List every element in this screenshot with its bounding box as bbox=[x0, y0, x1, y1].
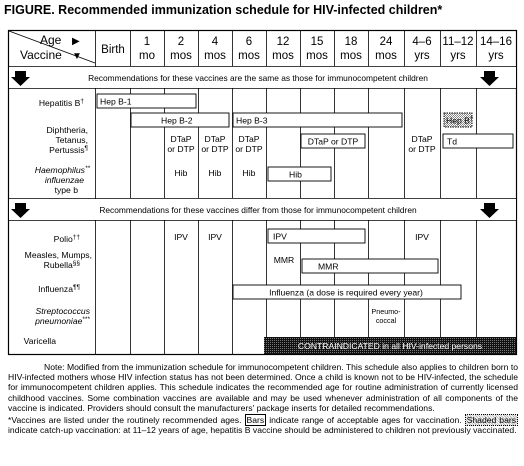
vaccine-influenzae: influenzae bbox=[44, 175, 84, 185]
dtp-4-6yrs-line1: DTaP bbox=[411, 134, 433, 144]
vaccine-type-b: type b bbox=[54, 185, 78, 195]
vaccine-arrow-icon: ▼ bbox=[72, 51, 82, 62]
figure-title: FIGURE. Recommended immunization schedule for HIV-infected children* bbox=[4, 3, 443, 17]
footnote-bars-key: Bars bbox=[246, 415, 265, 426]
dtp-2mos-line2: or DTP bbox=[167, 144, 195, 154]
hib-2mos: Hib bbox=[174, 168, 188, 178]
dtp-4mos-line2: or DTP bbox=[201, 144, 229, 154]
vaccine-hepatitis-b: Hepatitis B† bbox=[38, 98, 84, 108]
vaccine-tetanus: Tetanus, bbox=[55, 135, 88, 145]
age-unit-15mos: mos bbox=[306, 50, 328, 62]
bar-hib-label: Hib bbox=[289, 169, 302, 180]
note-body: Note: Modified from the immunization schedule for immunocompetent children. This schedule also applies to children born to HIV-infected mothers whose HIV infection status has not been determined. Once a child is known not to be HIV-infected, the schedule for immunocompetent children applies. This schedule indicates the recommended age for routine administration of currently licensed childhood vaccines. Some combination vaccines are available and may be used whenever administration of all components of the vaccine is indicated. Providers should consult the manufacturers' package inserts for detailed recommendations. bbox=[8, 362, 518, 413]
header-corner-vaccine: Vaccine bbox=[20, 48, 62, 62]
vaccine-pneumoniae: pneumoniae*** bbox=[35, 316, 90, 326]
hib-6mos: Hib bbox=[242, 168, 256, 178]
age-label-2mos: 2 bbox=[177, 36, 185, 48]
hib-4mos: Hib bbox=[208, 168, 222, 178]
age-unit-2mos: mos bbox=[170, 50, 192, 62]
bar-hepb-catchup-label: Hep B† bbox=[446, 115, 474, 126]
age-label-11-12yrs: 11–12 bbox=[442, 36, 474, 48]
vaccine-rubella: Rubella§§ bbox=[43, 260, 80, 270]
vaccine-diphtheria: Diphtheria, bbox=[46, 125, 88, 135]
vaccine-varicella: Varicella bbox=[23, 336, 56, 346]
ipv-4-6yrs: IPV bbox=[415, 232, 429, 242]
age-label-birth: Birth bbox=[101, 44, 125, 56]
section-same-banner bbox=[9, 67, 516, 88]
bar-hepb2-label: Hep B-2 bbox=[161, 115, 193, 126]
footnote-bars-desc: indicate range of acceptable ages for vaccination. bbox=[269, 415, 462, 426]
age-unit-4-6yrs: yrs bbox=[414, 50, 430, 62]
age-unit-6mos: mos bbox=[238, 50, 260, 62]
dtp-4-6yrs-line2: or DTP bbox=[408, 144, 436, 154]
dtp-6mos-line1: DTaP bbox=[238, 134, 260, 144]
age-unit-14-16yrs: yrs bbox=[488, 50, 504, 62]
vaccine-pertussis: Pertussis¶ bbox=[49, 145, 88, 155]
age-label-12mos: 12 bbox=[276, 36, 290, 48]
age-label-4-6yrs: 4–6 bbox=[412, 36, 432, 48]
vaccine-polio: Polio†† bbox=[53, 234, 80, 244]
pneumococcal-line1: Pneumo- bbox=[371, 307, 401, 316]
bar-hepb3-label: Hep B-3 bbox=[236, 115, 268, 126]
age-label-18mos: 18 bbox=[344, 36, 358, 48]
bar-influenza-label: Influenza (a dose is required every year) bbox=[269, 287, 423, 298]
note-footnote bbox=[8, 415, 518, 435]
vaccine-influenza: Influenza¶¶ bbox=[38, 284, 80, 294]
age-label-24mos: 24 bbox=[379, 36, 393, 48]
figure-note bbox=[8, 362, 518, 435]
footnote-shaded-bars-key: Shaded bars bbox=[466, 415, 517, 426]
ipv-2mos: IPV bbox=[174, 232, 188, 242]
header-corner-age: Age bbox=[40, 33, 62, 47]
bar-dtap-15-18-label: DTaP or DTP bbox=[307, 136, 359, 147]
vaccine-streptococcus: Streptococcus bbox=[35, 306, 90, 316]
vaccine-labels bbox=[24, 98, 92, 346]
age-header bbox=[101, 36, 512, 62]
section-differ-banner bbox=[9, 199, 516, 220]
bar-hepb1-label: Hep B-1 bbox=[100, 96, 132, 107]
age-label-14-16yrs: 14–16 bbox=[480, 36, 512, 48]
bar-mmr-label: MMR bbox=[318, 261, 339, 272]
ipv-4mos: IPV bbox=[208, 232, 222, 242]
age-arrow-icon: ▶ bbox=[72, 36, 80, 47]
bar-varicella-label: CONTRAINDICATED in all HIV-infected persons bbox=[297, 341, 483, 351]
hib-doses bbox=[175, 168, 256, 178]
section-same-text: Recommendations for these vaccines are the same as those for immunocompetent children bbox=[88, 73, 428, 83]
dtp-2mos-line1: DTaP bbox=[170, 134, 192, 144]
vaccine-measles-mumps: Measles, Mumps, bbox=[24, 250, 92, 260]
bar-ipv-label: IPV bbox=[273, 231, 287, 242]
age-label-1mo: 1 bbox=[143, 36, 151, 48]
mmr-12mos: MMR bbox=[273, 255, 295, 265]
age-label-15mos: 15 bbox=[310, 36, 324, 48]
dtp-6mos-line2: or DTP bbox=[235, 144, 263, 154]
section-differ-text: Recommendations for these vaccines differ from those for immunocompetent children bbox=[99, 205, 417, 215]
dtp-4mos-line1: DTaP bbox=[204, 134, 226, 144]
bar-td-label: Td bbox=[447, 136, 458, 147]
age-unit-4mos: mos bbox=[204, 50, 226, 62]
pneumococcal-line2: coccal bbox=[375, 316, 397, 325]
age-unit-1mo: mo bbox=[139, 50, 155, 62]
age-unit-24mos: mos bbox=[375, 50, 397, 62]
footnote-vaccines-listed: *Vaccines are listed under the routinely recommended ages. bbox=[8, 415, 242, 426]
age-label-4mos: 4 bbox=[211, 36, 219, 48]
age-unit-12mos: mos bbox=[272, 50, 294, 62]
age-label-6mos: 6 bbox=[245, 36, 253, 48]
footnote-shaded-desc: indicate catch-up vaccination: at 11–12 years of age, hepatitis B vaccine should be administered to children not previously vaccinated. bbox=[8, 425, 517, 436]
age-unit-11-12yrs: yrs bbox=[450, 50, 466, 62]
age-unit-18mos: mos bbox=[340, 50, 362, 62]
vaccine-haemophilus: Haemophilus** bbox=[34, 165, 90, 175]
